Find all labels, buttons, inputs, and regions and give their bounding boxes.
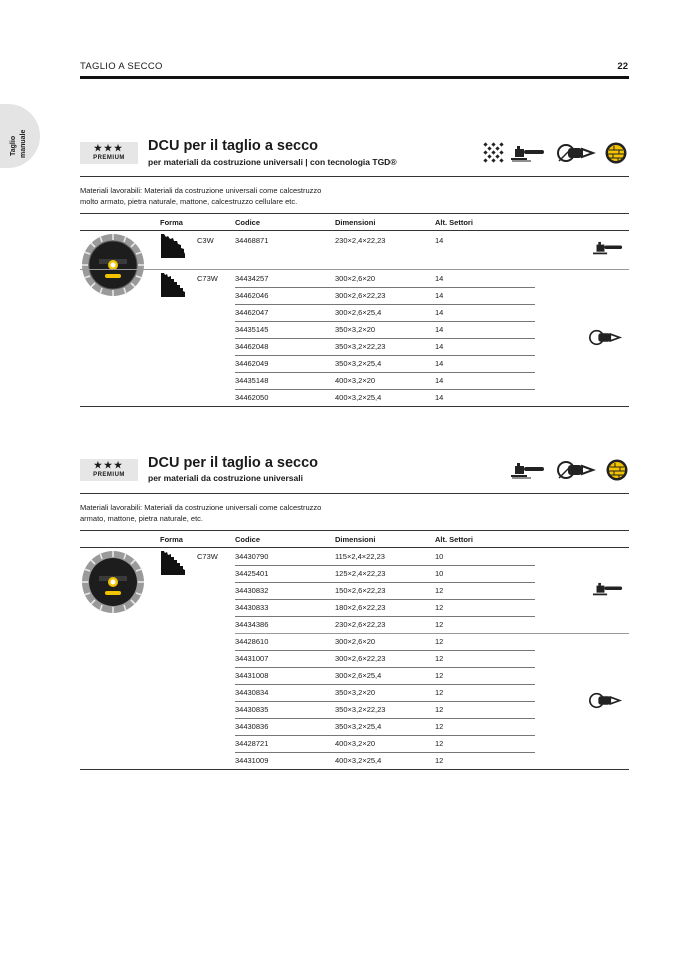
premium-badge: [80, 142, 138, 164]
segment-count-cell: 12: [435, 654, 444, 663]
segment-count-cell: 12: [435, 756, 444, 765]
section1-materials: [80, 185, 380, 207]
segment-count-cell: 12: [435, 620, 444, 629]
badge-stars: ★★★: [93, 460, 125, 470]
dimension-cell: 300×2,6×25,4: [335, 671, 382, 680]
section2-title: DCU per il taglio a secco: [148, 455, 319, 471]
segment-shape-c3w-icon: [160, 233, 186, 259]
row-divider: [235, 338, 535, 339]
segment-count-cell: 14: [435, 342, 444, 351]
code-cell: 34430834: [235, 688, 269, 697]
badge-label: PREMIUM: [93, 472, 125, 478]
diamond-blade-image: [81, 550, 145, 614]
code-cell: 34434386: [235, 620, 269, 629]
segment-count-cell: 12: [435, 603, 444, 612]
dimension-cell: 350×3,2×22,23: [335, 342, 386, 351]
forma-label: C73W: [197, 552, 218, 561]
page-header-title: TAGLIO A SECCO: [80, 61, 163, 72]
code-cell: 34462047: [235, 308, 269, 317]
column-header-codice: Codice: [235, 535, 261, 544]
header-rule: [80, 76, 629, 79]
row-divider: [235, 599, 535, 600]
code-cell: 34425401: [235, 569, 269, 578]
row-divider: [235, 667, 535, 668]
dimension-cell: 230×2,6×22,23: [335, 620, 386, 629]
section1-subtitle: per materiali da costruzione universali | con tecnologia TGD®: [148, 157, 397, 167]
angle-grinder-icon: [511, 145, 545, 163]
power-cutter-icon: [589, 692, 623, 709]
segment-count-cell: 12: [435, 722, 444, 731]
dimension-cell: 400×3,2×20: [335, 739, 376, 748]
dimension-cell: 125×2,4×22,23: [335, 569, 386, 578]
code-cell: 34462049: [235, 359, 269, 368]
dimension-cell: 300×2,6×20: [335, 637, 376, 646]
section1-materials-line2: molto armato, pietra naturale, mattone, calcestruzzo cellulare etc.: [80, 197, 298, 206]
column-header-forma: Forma: [160, 218, 183, 227]
segment-count-cell: 14: [435, 393, 444, 402]
dimension-cell: 300×2,6×22,23: [335, 291, 386, 300]
group-rule: [235, 633, 629, 634]
segment-count-cell: 14: [435, 359, 444, 368]
side-tab-line1: Taglio: [10, 135, 17, 156]
section1-top-rule: [80, 176, 629, 177]
column-header-forma: Forma: [160, 535, 183, 544]
segment-count-cell: 12: [435, 705, 444, 714]
dimension-cell: 300×2,6×20: [335, 274, 376, 283]
group-rule: [80, 269, 629, 270]
segment-count-cell: 14: [435, 308, 444, 317]
code-cell: 34430836: [235, 722, 269, 731]
dimension-cell: 400×3,2×25,4: [335, 393, 382, 402]
section2-application-icons: [511, 458, 629, 482]
row-divider: [235, 287, 535, 288]
code-cell: 34462048: [235, 342, 269, 351]
section2-materials: [80, 502, 380, 524]
angle-grinder-icon: [593, 582, 623, 598]
page-number: 22: [617, 61, 628, 72]
dimension-cell: 150×2,6×22,23: [335, 586, 386, 595]
dimension-cell: 400×3,2×20: [335, 376, 376, 385]
segment-count-cell: 12: [435, 688, 444, 697]
section2-materials-line2: armato, mattone, pietra naturale, etc.: [80, 514, 203, 523]
angle-grinder-icon: [511, 462, 545, 480]
column-header-codice: Codice: [235, 218, 261, 227]
row-divider: [235, 355, 535, 356]
dimension-cell: 350×3,2×22,23: [335, 705, 386, 714]
row-divider: [235, 372, 535, 373]
section1-header-rule: [80, 230, 629, 231]
section2-table-top-rule: [80, 530, 629, 531]
row-divider: [235, 321, 535, 322]
row-divider: [235, 684, 535, 685]
badge-label: PREMIUM: [93, 155, 125, 161]
code-cell: 34431009: [235, 756, 269, 765]
column-header-settori: Alt. Settori: [435, 535, 473, 544]
code-cell: 34428610: [235, 637, 269, 646]
premium-badge: [80, 459, 138, 481]
dimension-cell: 350×3,2×20: [335, 325, 376, 334]
power-cutter-icon: [557, 143, 597, 163]
section1-table-top-rule: [80, 213, 629, 214]
dimension-cell: 230×2,4×22,23: [335, 236, 386, 245]
section1-materials-line1: Materiali lavorabili: Materiali da costruzione universali come calcestruzzo: [80, 186, 322, 195]
segment-count-cell: 10: [435, 552, 444, 561]
row-divider: [235, 389, 535, 390]
angle-grinder-icon: [593, 241, 623, 257]
code-cell: 34434257: [235, 274, 269, 283]
column-header-dimensioni: Dimensioni: [335, 535, 376, 544]
code-cell: 34431008: [235, 671, 269, 680]
power-cutter-icon: [557, 460, 597, 480]
section2-top-rule: [80, 493, 629, 494]
badge-stars: ★★★: [93, 143, 125, 153]
row-divider: [235, 616, 535, 617]
row-divider: [235, 735, 535, 736]
code-cell: 34462046: [235, 291, 269, 300]
row-divider: [235, 718, 535, 719]
brick-material-icon: [605, 142, 627, 164]
code-cell: 34431007: [235, 654, 269, 663]
code-cell: 34430833: [235, 603, 269, 612]
section2-bottom-rule: [80, 769, 629, 770]
segment-count-cell: 14: [435, 274, 444, 283]
segment-count-cell: 14: [435, 325, 444, 334]
segment-count-cell: 12: [435, 637, 444, 646]
row-divider: [235, 582, 535, 583]
power-cutter-icon: [589, 329, 623, 346]
dimension-cell: 115×2,4×22,23: [335, 552, 385, 561]
code-cell: 34430835: [235, 705, 269, 714]
side-tab-line2: manuale: [20, 129, 27, 158]
dimension-cell: 300×2,6×22,23: [335, 654, 386, 663]
code-cell: 34468871: [235, 236, 269, 245]
code-cell: 34430832: [235, 586, 269, 595]
row-divider: [235, 565, 535, 566]
section2-header-rule: [80, 547, 629, 548]
segment-count-cell: 12: [435, 586, 444, 595]
column-header-dimensioni: Dimensioni: [335, 218, 376, 227]
row-divider: [235, 304, 535, 305]
section1-bottom-rule: [80, 406, 629, 407]
segment-count-cell: 14: [435, 376, 444, 385]
diamond-blade-image: [81, 233, 145, 297]
row-divider: [235, 701, 535, 702]
segment-count-cell: 12: [435, 671, 444, 680]
dimension-cell: 180×2,6×22,23: [335, 603, 386, 612]
segment-count-cell: 14: [435, 236, 444, 245]
section1-title: DCU per il taglio a secco: [148, 138, 319, 154]
side-tab-label: [6, 116, 36, 158]
dimension-cell: 400×3,2×25,4: [335, 756, 382, 765]
section2-materials-line1: Materiali lavorabili: Materiali da costruzione universali come calcestruzzo: [80, 503, 322, 512]
section2-subtitle: per materiali da costruzione universali: [148, 473, 303, 483]
row-divider: [235, 752, 535, 753]
porous-material-icon: [483, 142, 505, 164]
code-cell: 34435145: [235, 325, 269, 334]
code-cell: 34462050: [235, 393, 269, 402]
dimension-cell: 300×2,6×25,4: [335, 308, 382, 317]
code-cell: 34428721: [235, 739, 269, 748]
row-divider: [235, 650, 535, 651]
column-header-settori: Alt. Settori: [435, 218, 473, 227]
segment-count-cell: 14: [435, 291, 444, 300]
dimension-cell: 350×3,2×20: [335, 688, 376, 697]
brick-material-icon: [606, 459, 628, 481]
forma-label: C3W: [197, 236, 214, 245]
section1-application-icons: [483, 141, 629, 165]
code-cell: 34435148: [235, 376, 269, 385]
segment-shape-c73w-icon: [160, 272, 186, 298]
code-cell: 34430790: [235, 552, 269, 561]
forma-label: C73W: [197, 274, 218, 283]
segment-shape-c73w-icon: [160, 550, 186, 576]
segment-count-cell: 12: [435, 739, 444, 748]
dimension-cell: 350×3,2×25,4: [335, 722, 382, 731]
dimension-cell: 350×3,2×25,4: [335, 359, 382, 368]
segment-count-cell: 10: [435, 569, 444, 578]
